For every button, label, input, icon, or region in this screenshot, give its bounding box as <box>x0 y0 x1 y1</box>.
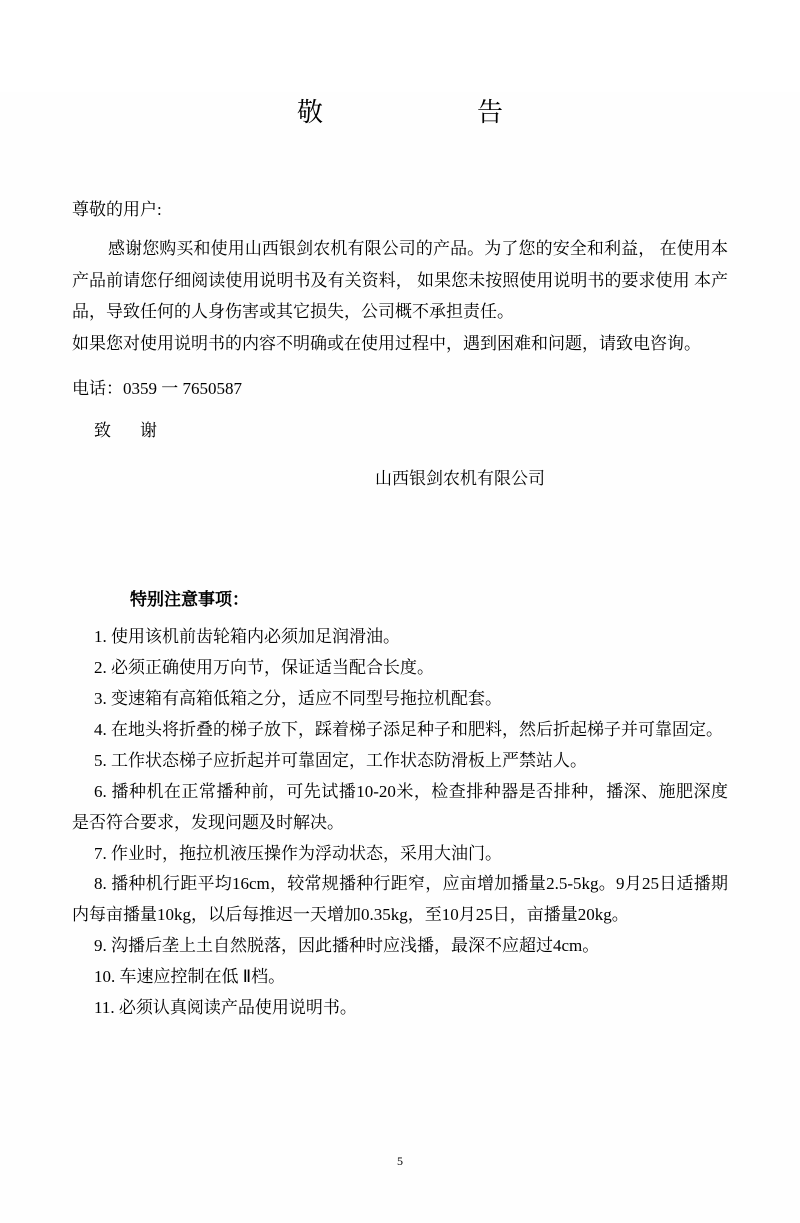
consult-paragraph: 如果您对使用说明书的内容不明确或在使用过程中，遇到困难和问题，请致电咨询。 <box>72 333 701 353</box>
intro-paragraph: 感谢您购买和使用山西银剑农机有限公司的产品。为了您的安全和利益， 在使用本产品前请您仔细阅读使用说明书及有关资料， 如果您未按照使用说明书的要求使用 本产品，导致任何的人身伤害或其它损失，公司概不承担责任。 <box>72 239 728 322</box>
list-item: 11. 必须认真阅读产品使用说明书。 <box>94 998 357 1018</box>
company-signature: 山西银剑农机有限公司 <box>375 468 545 488</box>
list-item: 2. 必须正确使用万向节，保证适当配合长度。 <box>94 657 434 677</box>
page-title: 敬 告 <box>296 98 537 128</box>
list-item: 7. 作业时，拖拉机液压操作为浮动状态，采用大油门。 <box>94 843 502 863</box>
list-item: 10. 车速应控制在低 Ⅱ档。 <box>94 967 286 987</box>
list-item: 5. 工作状态梯子应折起并可靠固定，工作状态防滑板上严禁站人。 <box>94 750 587 770</box>
salutation: 尊敬的用户: <box>72 200 162 219</box>
list-item: 9. 沟播后垄上土自然脱落，因此播种时应浅播，最深不应超过4cm。 <box>94 936 600 956</box>
list-item: 3. 变速箱有高箱低箱之分，适应不同型号拖拉机配套。 <box>94 688 502 708</box>
page-number: 5 <box>397 1154 403 1168</box>
phone-line: 电话：0359 一 7650587 <box>72 379 242 399</box>
list-item: 4. 在地头将折叠的梯子放下，踩着梯子添足种子和肥料，然后折起梯子并可靠固定。 <box>94 719 723 739</box>
list-item: 8. 播种机行距平均16cm，较常规播种行距窄，应亩增加播量2.5-5kg。9月25日适播期内每亩播量10kg，以后每推迟一天增加0.35kg，至10月25日，亩播量20kg。 <box>72 874 728 925</box>
document-page <box>0 92 800 1223</box>
list-item: 6. 播种机在正常播种前，可先试播10-20米，检查排种器是否排种，播深、施肥深度是否符合要求，发现问题及时解决。 <box>72 781 728 832</box>
list-item: 1. 使用该机前齿轮箱内必须加足润滑油。 <box>94 626 400 646</box>
notice-heading: 特别注意事项： <box>130 589 249 609</box>
notice-list <box>72 622 728 1024</box>
thanks-line: 致 谢 <box>94 420 163 440</box>
